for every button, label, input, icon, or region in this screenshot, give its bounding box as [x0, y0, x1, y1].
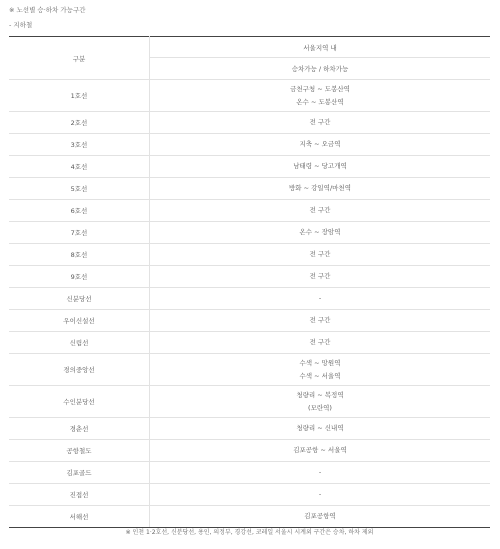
column-subheader-boarding: 승차가능 / 하차가능	[150, 58, 491, 80]
table-row	[9, 266, 490, 288]
route-range-cell	[150, 354, 491, 386]
table-row	[9, 484, 490, 506]
route-range-cell	[150, 134, 491, 156]
route-name-cell: 경춘선	[9, 418, 150, 440]
route-range-line: 김포공항역	[304, 512, 336, 520]
route-name-cell: 수인분당선	[9, 386, 150, 418]
route-range-line: (모란역)	[308, 403, 332, 412]
table-row	[9, 156, 490, 178]
route-range-line: 전 구간	[309, 338, 331, 346]
footnote: ※ 인천 1·2호선, 신분당선, 용인, 의정부, 경강선, 코레일 서울시 시계외 구간은 승차, 하차 제외	[125, 529, 374, 536]
table-row	[9, 386, 490, 418]
route-name-cell: 5호선	[9, 178, 150, 200]
route-name-cell: 9호선	[9, 266, 150, 288]
table-row	[9, 244, 490, 266]
route-range-cell	[150, 484, 491, 506]
route-range-cell	[150, 112, 491, 134]
route-name-cell: 1호선	[9, 80, 150, 112]
table-row	[9, 134, 490, 156]
route-range-cell	[150, 440, 491, 462]
route-range-line: 청량리 ~ 신내역	[296, 424, 344, 432]
column-header-category: 구분	[9, 37, 150, 80]
table-row	[9, 200, 490, 222]
route-name-cell: 8호선	[9, 244, 150, 266]
route-range-line: 지축 ~ 오금역	[299, 140, 341, 148]
column-header-seoul: 서울지역 내	[150, 37, 491, 58]
table-row	[9, 462, 490, 484]
route-range-line: 방화 ~ 강일역/마천역	[288, 184, 351, 192]
route-name-cell: 7호선	[9, 222, 150, 244]
route-name-cell: 신림선	[9, 332, 150, 354]
route-range-line: 전 구간	[309, 118, 331, 126]
route-range-line: 전 구간	[309, 316, 331, 324]
category-subtitle: - 지하철	[9, 21, 33, 29]
route-range-cell	[150, 288, 491, 310]
route-range-cell	[150, 386, 491, 418]
table-row	[9, 112, 490, 134]
route-name-cell: 경의중앙선	[9, 354, 150, 386]
table-row	[9, 332, 490, 354]
route-range-cell	[150, 418, 491, 440]
route-range-line: 남태령 ~ 당고개역	[293, 162, 347, 170]
table-row	[9, 310, 490, 332]
table-row	[9, 178, 490, 200]
route-name-cell: 김포골드	[9, 462, 150, 484]
route-name-cell: 신분당선	[9, 288, 150, 310]
route-range-line: 수색 ~ 망원역	[299, 358, 341, 367]
route-name-cell: 공항철도	[9, 440, 150, 462]
route-name-cell: 6호선	[9, 200, 150, 222]
route-range-line: -	[318, 490, 322, 498]
route-range-cell	[150, 178, 491, 200]
route-range-line: 전 구간	[309, 272, 331, 280]
route-table-body	[9, 80, 490, 528]
table-row	[9, 288, 490, 310]
route-name-cell: 4호선	[9, 156, 150, 178]
route-range-line: -	[318, 468, 322, 476]
route-range-cell	[150, 244, 491, 266]
table-row	[9, 354, 490, 386]
route-range-line: 온수 ~ 장암역	[299, 228, 341, 236]
route-range-line: 전 구간	[309, 250, 331, 258]
route-name-cell: 진접선	[9, 484, 150, 506]
route-note: ※ 노선별 승·하차 가능구간	[9, 6, 86, 14]
route-range-cell	[150, 200, 491, 222]
table-row	[9, 222, 490, 244]
route-range-cell	[150, 266, 491, 288]
route-range-line: 수색 ~ 서울역	[299, 371, 341, 380]
route-range-cell	[150, 80, 491, 112]
table-row	[9, 440, 490, 462]
route-range-cell	[150, 222, 491, 244]
route-range-line: -	[318, 294, 322, 302]
route-table	[9, 36, 490, 528]
route-name-cell: 3호선	[9, 134, 150, 156]
route-name-cell: 우이신설선	[9, 310, 150, 332]
route-range-cell	[150, 506, 491, 528]
route-range-line: 전 구간	[309, 206, 331, 214]
route-name-cell: 2호선	[9, 112, 150, 134]
route-range-cell	[150, 156, 491, 178]
route-range-line: 금천구청 ~ 도봉산역	[290, 84, 350, 93]
table-row	[9, 80, 490, 112]
route-range-cell	[150, 332, 491, 354]
table-row	[9, 506, 490, 528]
route-range-line: 청량리 ~ 복정역	[296, 390, 344, 399]
route-range-line: 김포공항 ~ 서울역	[293, 446, 347, 454]
route-range-line: 온수 ~ 도봉산역	[296, 97, 344, 106]
route-range-cell	[150, 310, 491, 332]
route-name-cell: 서해선	[9, 506, 150, 528]
route-range-cell	[150, 462, 491, 484]
table-row	[9, 418, 490, 440]
